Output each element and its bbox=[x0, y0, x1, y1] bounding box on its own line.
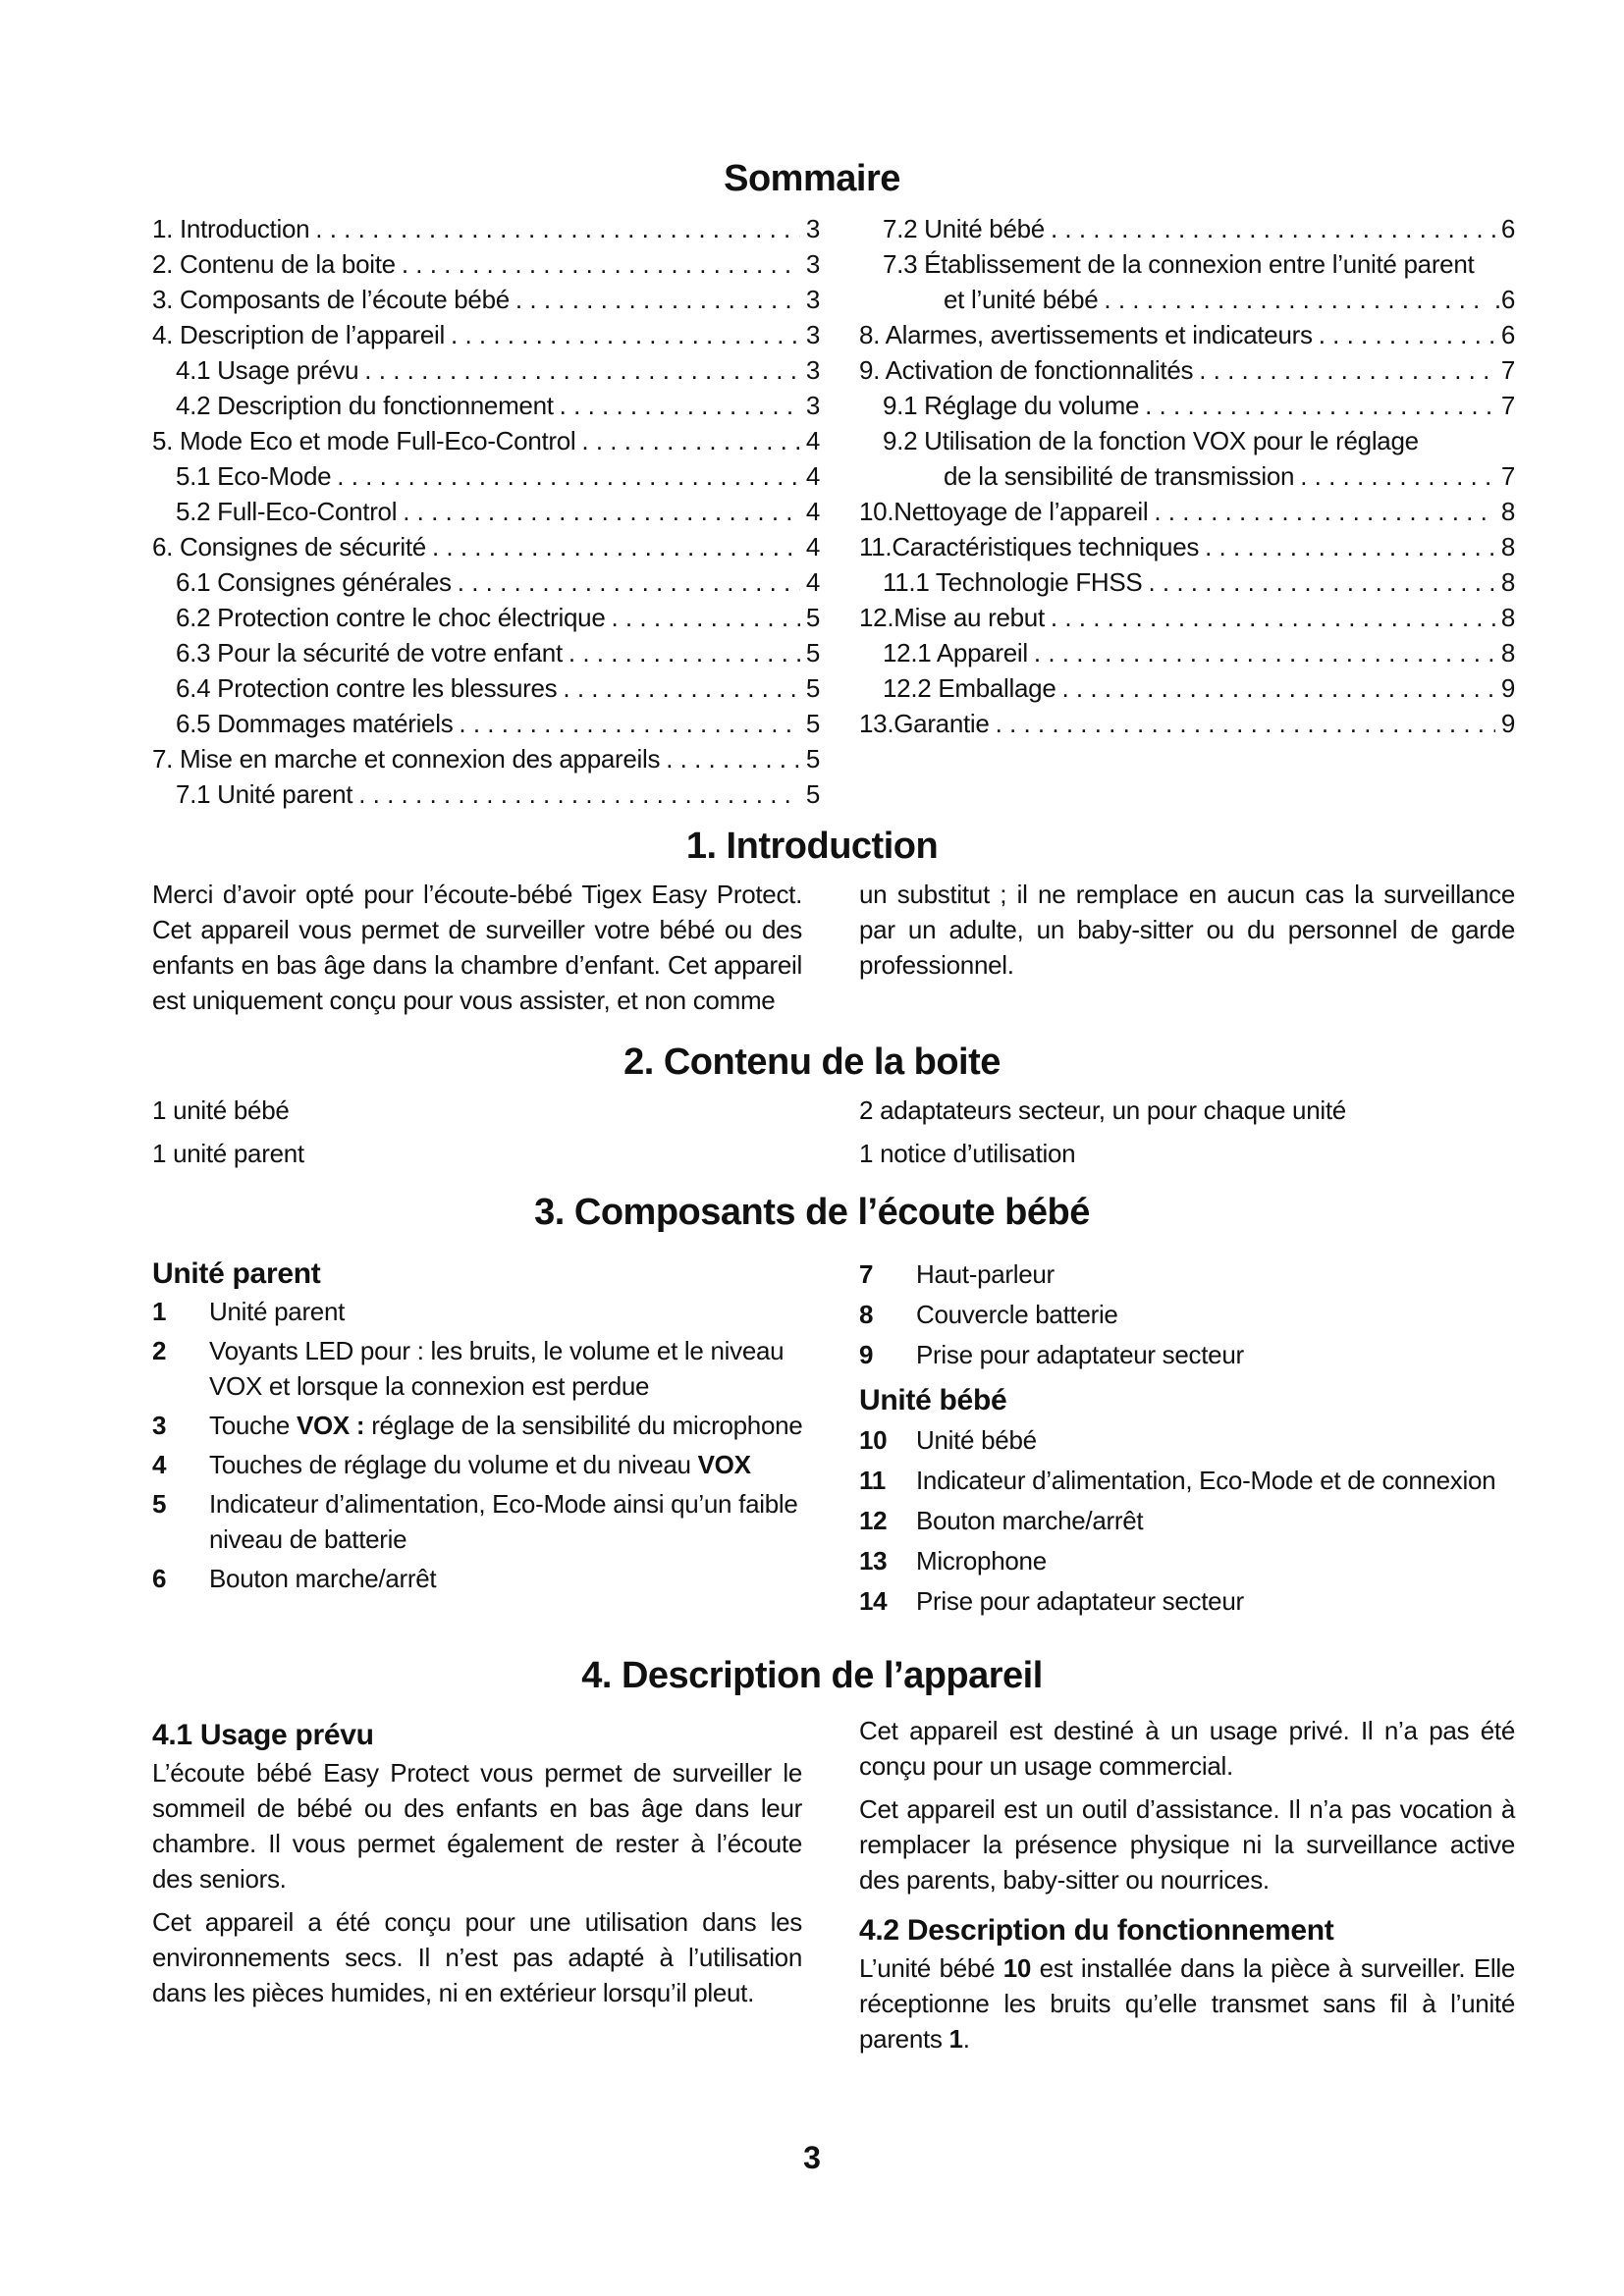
toc-entry: 4. Description de l’appareil . . . 3 bbox=[152, 317, 820, 352]
list-item: 13 Microphone bbox=[859, 1546, 1047, 1575]
fonctionnement-paragraph: L’unité bébé 10 est installée dans la pièce à surveiller. Elle réceptionne les bruits qu’elle transmet sans fil à l’unité parents 1. bbox=[859, 1953, 1515, 2054]
toc-entry: 1. Introduction . . . 3 bbox=[152, 211, 820, 246]
toc-entry: 7. Mise en marche et connexion des appareils . . . 5 bbox=[152, 741, 820, 776]
toc-entry: 5.1 Eco-Mode . . . 4 bbox=[152, 458, 820, 494]
toc-entry: 12.Mise au rebut . . . 8 bbox=[859, 600, 1515, 635]
toc-entry: 4.2 Description du fonctionnement . . . 3 bbox=[152, 388, 820, 423]
toc-entry: 6.2 Protection contre le choc électrique . . . 5 bbox=[152, 600, 820, 635]
contenu-right-list bbox=[859, 1093, 1515, 1179]
composants-title: 3. Composants de l’écoute bébé bbox=[534, 1192, 1090, 1233]
list-item: 11 Indicateur d’alimentation, Eco-Mode et de connexion bbox=[859, 1466, 1496, 1495]
toc-entry: 12.2 Emballage . . . 9 bbox=[859, 670, 1515, 706]
toc-entry: 6.4 Protection contre les blessures . . . 5 bbox=[152, 670, 820, 706]
usage-paragraph-2: Cet appareil a été conçu pour une utilisation dans les environnements secs. Il n’est pas adapté à l’utilisation dans les pièces humides, ni en extérieur lorsqu’il pleut. bbox=[152, 1907, 802, 2007]
list-item: 3 Touche VOX : réglage de la sensibilité du microphone bbox=[152, 1411, 803, 1440]
intro-left-text: Merci d’avoir opté pour l’écoute-bébé Tigex Easy Protect. Cet appareil vous permet de surveiller votre bébé ou des enfants en bas âge dans la chambre d’enfant. Cet appareil est uniquement conçu pour vous assister, et non comme bbox=[152, 880, 802, 1015]
toc-entry: 11.Caractéristiques techniques . . . 8 bbox=[859, 529, 1515, 564]
list-item: 1 unité parent bbox=[152, 1139, 304, 1168]
composants-left bbox=[152, 1255, 820, 1600]
intro-title: 1. Introduction bbox=[685, 826, 939, 867]
usage-paragraph-3: Cet appareil est destiné à un usage privé. Il n’a pas été conçu pour un usage commercial. bbox=[859, 1716, 1515, 1781]
page-number: 3 bbox=[803, 2140, 821, 2175]
toc-entry: 4.1 Usage prévu . . . 3 bbox=[152, 352, 820, 388]
toc-entry: 13.Garantie . . . 9 bbox=[859, 706, 1515, 741]
unite-bebe-heading: Unité bébé bbox=[859, 1384, 1007, 1416]
toc-entry: 7.1 Unité parent . . . 5 bbox=[152, 776, 820, 812]
toc-entry-7-3: 7.3 Établissement de la connexion entre l’unité parent bbox=[883, 249, 1475, 279]
toc-entry: 3. Composants de l’écoute bébé . . . 3 bbox=[152, 282, 820, 317]
list-item: 2 adaptateurs secteur, un pour chaque unité bbox=[859, 1095, 1346, 1125]
toc-entry: 6.5 Dommages matériels . . . 5 bbox=[152, 706, 820, 741]
sommaire-title: Sommaire bbox=[724, 158, 900, 199]
toc-entry: 10.Nettoyage de l’appareil . . . 8 bbox=[859, 494, 1515, 529]
list-item: 12 Bouton marche/arrêt bbox=[859, 1506, 1144, 1535]
toc-entry-9-2-cont: de la sensibilité de transmission . . . 7 bbox=[859, 458, 1515, 494]
description-right bbox=[859, 1713, 1515, 2064]
toc-entry-7-3-cont: et l’unité bébé . . . .6 bbox=[859, 282, 1515, 317]
description-title: 4. Description de l’appareil bbox=[581, 1655, 1043, 1696]
toc-left-column bbox=[152, 211, 820, 812]
composants-right bbox=[859, 1255, 1515, 1622]
toc-entry: 7.2 Unité bébé . . . 6 bbox=[859, 211, 1515, 246]
list-item: 5 Indicateur d’alimentation, Eco-Mode ainsi qu’un faible niveau de batterie bbox=[152, 1489, 798, 1554]
description-left bbox=[152, 1716, 802, 2018]
toc-entry: 6.1 Consignes générales . . . 4 bbox=[152, 564, 820, 600]
list-item: 8 Couvercle batterie bbox=[859, 1300, 1118, 1329]
list-item: 1 notice d’utilisation bbox=[859, 1139, 1076, 1168]
toc-entry: 9.1 Réglage du volume . . . 7 bbox=[859, 388, 1515, 423]
unite-parent-heading: Unité parent bbox=[152, 1257, 321, 1290]
contenu-left-list bbox=[152, 1093, 802, 1179]
fonctionnement-heading: 4.2 Description du fonctionnement bbox=[859, 1914, 1334, 1947]
usage-prevu-heading: 4.1 Usage prévu bbox=[152, 1719, 374, 1751]
list-item: 14 Prise pour adaptateur secteur bbox=[859, 1586, 1244, 1616]
list-item: 4 Touches de réglage du volume et du niveau VOX bbox=[152, 1450, 751, 1479]
toc-entry: 6.3 Pour la sécurité de votre enfant . . . 5 bbox=[152, 635, 820, 670]
list-item: 1 unité bébé bbox=[152, 1095, 290, 1125]
toc-entry: 5.2 Full-Eco-Control . . . 4 bbox=[152, 494, 820, 529]
toc-right-column bbox=[859, 211, 1515, 741]
intro-right-text: un substitut ; il ne remplace en aucun cas la surveillance par un adulte, un baby-sitter ou du personnel de garde professionnel. bbox=[859, 880, 1515, 980]
toc-entry-9-2: 9.2 Utilisation de la fonction VOX pour le réglage bbox=[883, 426, 1419, 455]
contenu-title: 2. Contenu de la boite bbox=[623, 1041, 1001, 1083]
toc-entry: 12.1 Appareil . . . 8 bbox=[859, 635, 1515, 670]
toc-entry: 2. Contenu de la boite . . . 3 bbox=[152, 246, 820, 282]
toc-entry: 11.1 Technologie FHSS . . . 8 bbox=[859, 564, 1515, 600]
toc-entry: 9. Activation de fonctionnalités . . . 7 bbox=[859, 352, 1515, 388]
toc-entry: 8. Alarmes, avertissements et indicateurs . . . 6 bbox=[859, 317, 1515, 352]
list-item: 6 Bouton marche/arrêt bbox=[152, 1564, 437, 1593]
toc-entry: 5. Mode Eco et mode Full-Eco-Control . . . 4 bbox=[152, 423, 820, 458]
toc-entry: 6. Consignes de sécurité . . . 4 bbox=[152, 529, 820, 564]
list-item: 1 Unité parent bbox=[152, 1297, 346, 1326]
list-item: 9 Prise pour adaptateur secteur bbox=[859, 1340, 1244, 1369]
list-item: 10 Unité bébé bbox=[859, 1425, 1037, 1455]
list-item: 2 Voyants LED pour : les bruits, le volume et le niveau VOX et lorsque la connexion est perdue bbox=[152, 1336, 785, 1401]
list-item: 7 Haut-parleur bbox=[859, 1259, 1055, 1289]
usage-paragraph-4: Cet appareil est un outil d’assistance. Il n’a pas vocation à remplacer la présence physique ni la surveillance active des parents, baby-sitter ou nourrices. bbox=[859, 1794, 1515, 1895]
usage-paragraph-1: L’écoute bébé Easy Protect vous permet de surveiller le sommeil de bébé ou des enfants en bas âge dans leur chambre. Il vous permet également de rester à l’écoute des seniors. bbox=[152, 1758, 802, 1894]
